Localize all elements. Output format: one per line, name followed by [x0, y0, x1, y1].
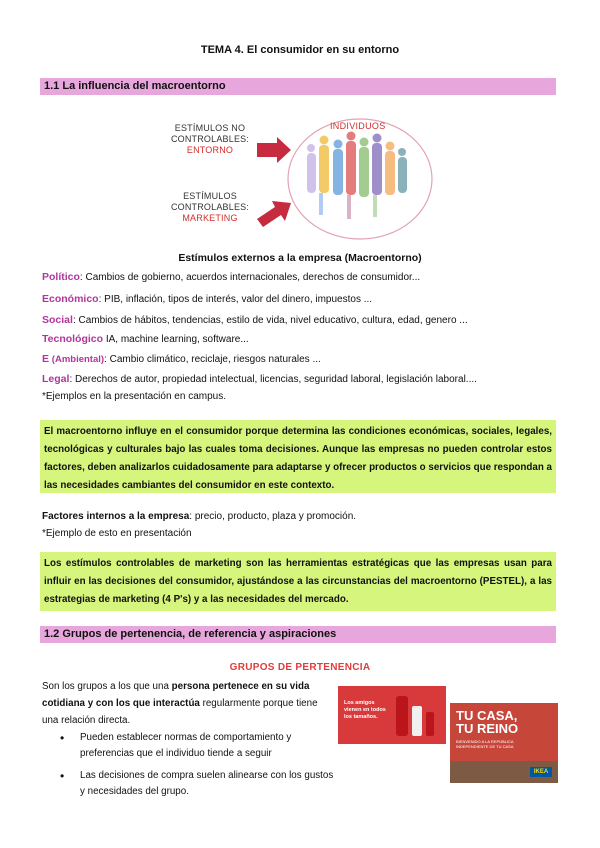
ikea-logo: IKEA: [530, 767, 552, 777]
ikea-ad-small-text: BIENVENIDO A LA REPÚBLICA INDEPENDIENTE DE TU CASA: [456, 739, 514, 749]
factor-legal: Legal: Derechos de autor, propiedad intelectual, licencias, seguridad laboral, legislación laboral....: [42, 373, 477, 385]
factor-social: Social: Cambios de hábitos, tendencias, estilo de vida, nivel educativo, cultura, edad, genero ...: [42, 314, 468, 326]
section-heading-macroentorno: 1.1 La influencia del macroentorno: [40, 78, 556, 95]
factor-politico: Político: Cambios de gobierno, acuerdos internacionales, derechos de consumidor...: [42, 271, 421, 283]
internal-note: *Ejemplo de esto en presentación: [42, 528, 192, 539]
individuals-label: INDIVIDUOS: [330, 121, 386, 131]
section-heading-grupos: 1.2 Grupos de pertenencia, de referencia y aspiraciones: [40, 626, 556, 643]
grupos-intro: Son los grupos a los que una persona pertenece en su vida cotidiana y con los que interactúa regularmente porque tiene una relación directa.: [42, 681, 318, 726]
external-stimuli-caption: Estímulos externos a la empresa (Macroentorno): [178, 252, 422, 264]
external-note: *Ejemplos en la presentación en campus.: [42, 391, 226, 402]
uncontrolled-stimuli-label: ESTÍMULOS NO CONTROLABLES: ENTORNO: [170, 123, 250, 155]
grupos-pertenencia-title: GRUPOS DE PERTENENCIA: [229, 662, 371, 673]
ikea-ad-image: [450, 703, 558, 783]
factor-ambiental: E (Ambiental): Cambio climático, reciclaje, riesgos naturales ...: [42, 353, 321, 365]
highlight-macroentorno: El macroentorno influye en el consumidor porque determina las condiciones económicas, sociales, legales, tecnológicas y culturales bajo las cuales toma decisiones. Aunque las empresas no pueden controlar estos factores, deben analizarlos cuidadosamente para adaptarse y ofrecer productos o servicios que respondan a las necesidades cambiantes del consumidor en este contexto.: [40, 420, 556, 493]
cocacola-ad-text: Los amigos vienen en todos los tamaños.: [344, 700, 386, 720]
factor-economico: Económico: PIB, inflación, tipos de interés, valor del dinero, impuestos ...: [42, 293, 373, 305]
factor-tecnologico: Tecnológico IA, machine learning, software...: [42, 333, 249, 345]
list-item: • Las decisiones de compra suelen alinearse con los gustos y necesidades del grupo.: [60, 768, 335, 800]
cocacola-ad-image: [338, 686, 446, 744]
list-item: • Pueden establecer normas de comportamiento y preferencias que el individuo tiende a seguir: [60, 730, 335, 762]
stimuli-diagram: [160, 115, 440, 245]
internal-factors: Factores internos a la empresa: precio, producto, plaza y promoción.: [42, 511, 357, 522]
controlled-stimuli-label: ESTÍMULOS CONTROLABLES: MARKETING: [170, 191, 250, 223]
highlight-marketing-stimuli: Los estímulos controlables de marketing son las herramientas estratégicas que las empresas usan para influir en las decisiones del consumidor, ajustándose a las circunstancias del macroentorno (PESTEL), a las estrategias de marketing (4 P's) y a las necesidades del mercado.: [40, 552, 556, 611]
grupos-bullet-list: [60, 730, 335, 806]
individuals-circle: [285, 115, 435, 243]
ikea-ad-headline: TU CASA, TU REINO: [456, 708, 519, 736]
document-title: TEMA 4. El consumidor en su entorno: [200, 44, 400, 56]
